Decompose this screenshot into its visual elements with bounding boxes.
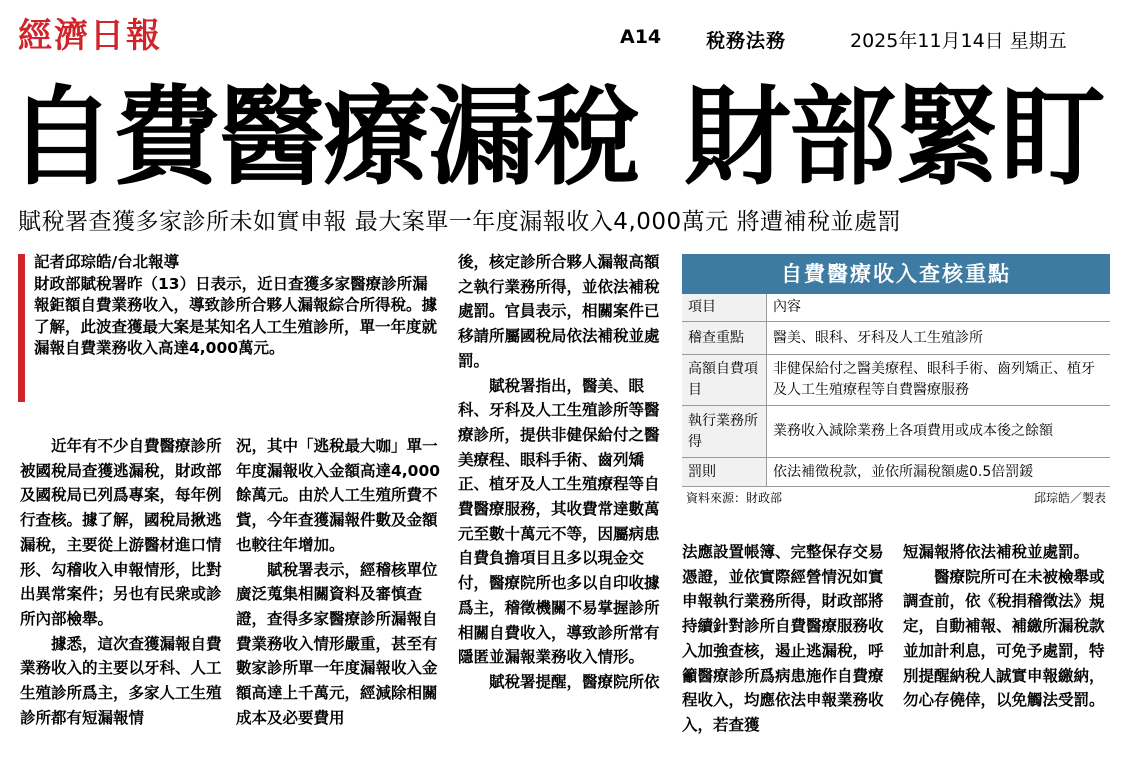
table-row xyxy=(682,322,1110,355)
byline: 記者邱琮皓/台北報導 xyxy=(34,253,180,271)
table-cell-key: 稽查重點 xyxy=(682,322,767,355)
info-table-title: 自費醫療收入查核重點 xyxy=(682,254,1110,294)
issue-date: 2025年11月14日 星期五 xyxy=(850,30,1067,52)
table-cell-value: 業務收入減除業務上各項費用或成本後之餘額 xyxy=(767,406,1111,458)
table-row xyxy=(682,355,1110,406)
article-column-4 xyxy=(682,540,890,756)
table-cell-key: 項目 xyxy=(682,294,767,322)
table-cell-value: 依法補徵稅款，並依所漏稅額處0.5倍罰鍰 xyxy=(767,458,1111,487)
lead-text: 財政部賦稅署昨（13）日表示，近日查獲多家醫療診所漏報鉅額自費業務收入，導致診所合夥人漏報綜合所得稅。據了解，此波查獲最大案是某知名人工生殖診所，單一年度就漏報自費業務收入高達4,000萬元。 xyxy=(34,274,438,358)
table-row xyxy=(682,406,1110,458)
table-cell-key: 執行業務所得 xyxy=(682,406,767,458)
paragraph: 近年有不少自費醫療診所被國稅局查獲逃漏稅，財政部及國稅局已列爲專案，每年例行查核。據了解，國稅局揪逃漏稅，主要從上游醫材進口情形、勾稽收入申報情形，比對出異常案件；另也有民衆或診所內部檢舉。 xyxy=(20,437,222,628)
table-credit: 邱琮皓／製表 xyxy=(1033,491,1106,505)
table-cell-key: 罰則 xyxy=(682,458,767,487)
section-name: 稅務法務 xyxy=(706,30,787,52)
table-header-row xyxy=(682,294,1110,322)
table-cell-value: 內容 xyxy=(767,294,1111,322)
headline-part2: 財部緊盯 xyxy=(684,78,1105,198)
paragraph: 賦稅署提醒，醫療院所依 xyxy=(489,672,660,691)
paragraph: 法應設置帳簿、完整保存交易憑證，並依實際經營情況如實申報執行業務所得，財政部將持續針對診所自費醫療服務收入加強查核，遏止逃漏稅，呼籲醫療診所爲病患施作自費療程收入，均應依法申報業務收入，若查獲 xyxy=(682,543,884,734)
table-cell-key: 高額自費項目 xyxy=(682,355,767,406)
article-column-2 xyxy=(236,434,446,756)
page-number: A14 xyxy=(620,26,662,48)
info-table-box xyxy=(682,254,1110,524)
headline-part1: 自費醫療漏稅 xyxy=(8,78,639,198)
paragraph: 賦稅署指出，醫美、眼科、牙科及人工生殖診所等醫療診所，提供非健保給付之醫美療程、眼科手術、齒列矯正、植牙及人工生殖療程等自費醫療服務，其收費常達數萬元至數十萬元不等，因屬病患自費負擔項目且多以現金交付，醫療院所也多以自印收據爲主，稽徵機關不易掌握診所相關自費收入，導致診所常有隱匿並漏報業務收入情形。 xyxy=(458,376,660,667)
article-column-5 xyxy=(903,540,1113,756)
table-cell-value: 非健保給付之醫美療程、眼科手術、齒列矯正、植牙及人工生殖療程等自費醫療服務 xyxy=(767,355,1111,406)
article-column-3 xyxy=(458,250,670,756)
info-table xyxy=(682,294,1110,487)
table-row xyxy=(682,458,1110,487)
paragraph: 據悉，這次查獲漏報自費業務收入的主要以牙科、人工生殖診所爲主，多家人工生殖診所都有短漏報情 xyxy=(20,634,222,727)
paragraph: 醫療院所可在未被檢舉或調查前，依《稅捐稽徵法》規定，自動補報、補繳所漏稅款並加計利息，可免予處罰，特別提醒納稅人誠實申報繳納，勿心存僥倖，以免觸法受罰。 xyxy=(903,567,1105,710)
headline xyxy=(8,78,1123,198)
paragraph: 後，核定診所合夥人漏報高額之執行業務所得，並依法補稅處罰。官員表示，相關案件已移請所屬國稅局依法補稅並處罰。 xyxy=(458,253,660,370)
table-footer xyxy=(682,489,1110,506)
table-source: 資料來源：財政部 xyxy=(686,491,783,505)
paragraph: 短漏報將依法補稅並處罰。 xyxy=(903,543,1090,561)
paragraph: 況，其中「逃稅最大咖」單一年度漏報收入金額高達4,000餘萬元。由於人工生殖所費不貲，今年查獲漏報件數及金額也較往年增加。 xyxy=(236,437,441,554)
lead-paragraph xyxy=(34,252,442,360)
masthead-logo: 經濟日報 xyxy=(18,16,162,56)
table-cell-value: 醫美、眼科、牙科及人工生殖診所 xyxy=(767,322,1111,355)
lead-accent-bar xyxy=(18,254,25,402)
article-column-1 xyxy=(20,434,226,756)
subheadline: 賦稅署查獲多家診所未如實申報 最大案單一年度漏報收入4,000萬元 將遭補稅並處罰 xyxy=(18,209,901,235)
paragraph: 賦稅署表示，經稽核單位廣泛蒐集相關資料及審慎查證，查得多家醫療診所漏報自費業務收入情形嚴重，甚至有數家診所單一年度漏報收入金額高達上千萬元，經減除相關成本及必要費用 xyxy=(236,560,438,727)
